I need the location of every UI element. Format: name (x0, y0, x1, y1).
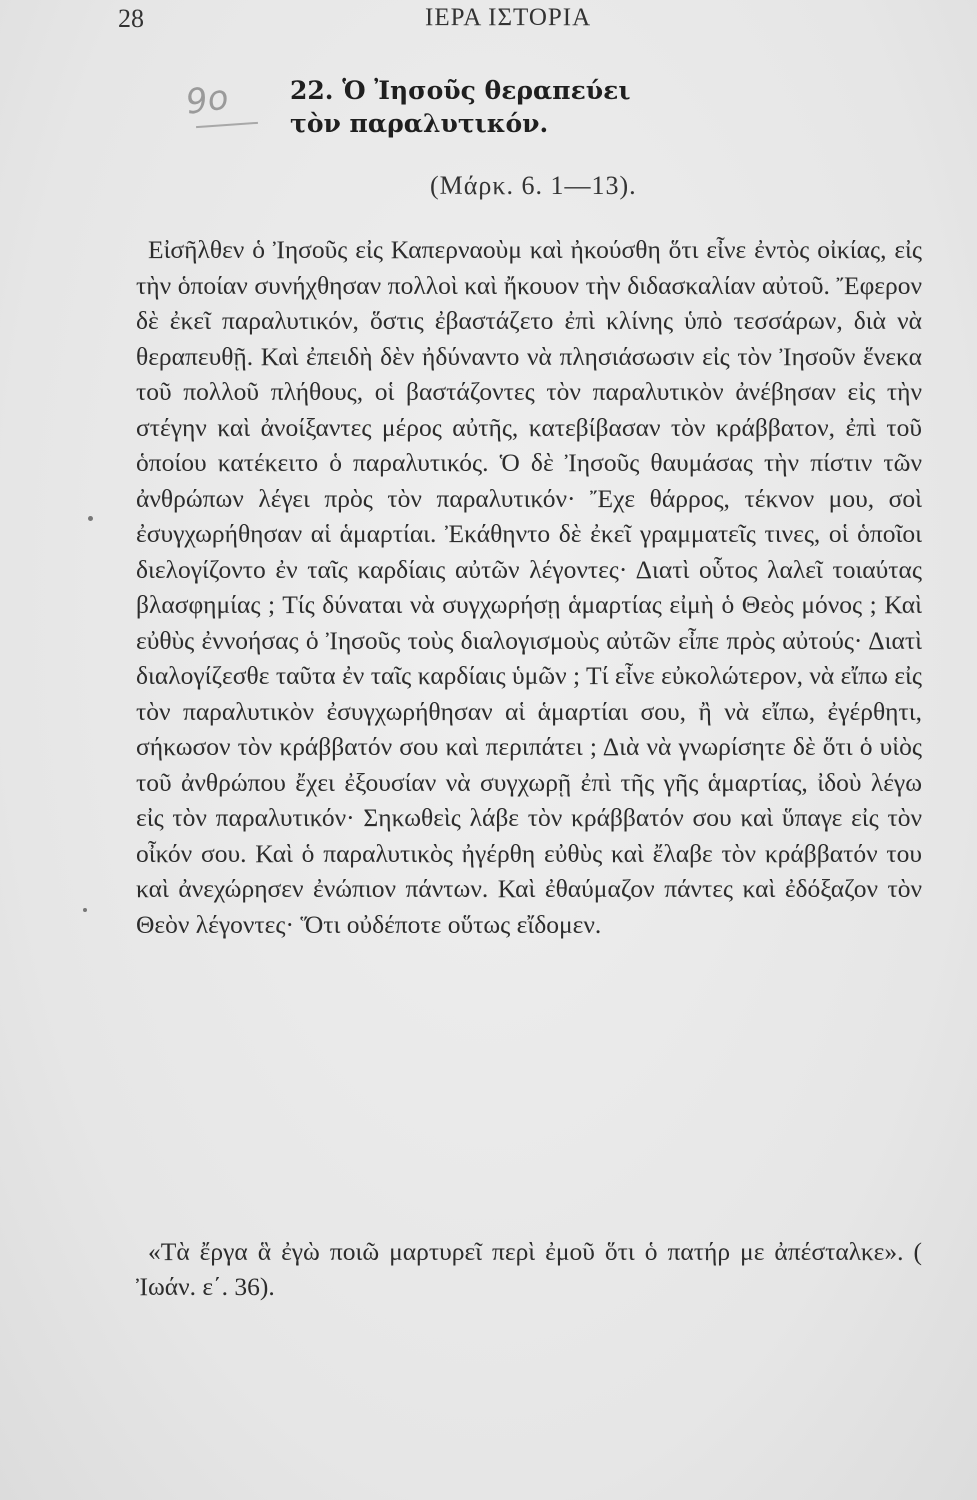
chapter-title-line-1: 22. Ὁ Ἰησοῦς θεραπεύει (290, 76, 631, 105)
closing-quote: «Τὰ ἔργα ἃ ἐγὼ ποιῶ μαρτυρεῖ περὶ ἐμοῦ ὅτι ὁ πατήρ με ἀπέσταλκε». ( Ἰωάν. ε΄. 36). (136, 1237, 922, 1301)
handwritten-underline (196, 122, 258, 128)
body-paragraph: Εἰσῆλθεν ὁ Ἰησοῦς εἰς Καπερναοὺμ καὶ ἠκούσθη ὅτι εἶνε ἐντὸς οἰκίας, εἰς τὴν ὁποίαν συνήχθησαν πολλοὶ καὶ ἤκουον τὴν διδασκαλίαν αὐτοῦ. Ἔφερον δὲ ἐκεῖ παραλυτικόν, ὅστις ἐβαστάζετο ἐπὶ κλίνης ὑπὸ τεσσάρων, διὰ νὰ θεραπευθῇ. Καὶ ἐπειδὴ δὲν ἠδύναντο νὰ πλησιάσωσιν εἰς τὸν Ἰησοῦν ἕνεκα τοῦ πολλοῦ πλήθους, οἱ βαστάζοντες τὸν παραλυτικὸν ἀνέβησαν εἰς τὴν στέγην καὶ ἀνοίξαντες μέρος αὐτῆς, κατεβίβασαν τὸν κράββατον, ἐπὶ τοῦ ὁποίου κατέκειτο ὁ παραλυτικός. Ὁ δὲ Ἰησοῦς θαυμάσας τὴν πίστιν τῶν ἀνθρώπων λέγει πρὸς τὸν παραλυτικόν· Ἔχε θάρρος, τέκνον μου, σοὶ ἐσυγχωρήθησαν αἱ ἁμαρτίαι. Ἐκάθηντο δὲ ἐκεῖ γραμματεῖς τινες, οἱ ὁποῖοι διελογίζοντο ἐν ταῖς καρδίαις αὐτῶν λέγοντες· Διατὶ οὗτος λαλεῖ τοιαύτας βλασφημίας ; Τίς δύναται νὰ συγχωρήσῃ ἁμαρτίας εἰμὴ ὁ Θεὸς μόνος ; Καὶ εὐθὺς ἐννοήσας ὁ Ἰησοῦς τοὺς διαλογισμοὺς αὐτῶν εἶπε πρὸς αὐτούς· Διατὶ διαλογίζεσθε ταῦτα ἐν ταῖς καρδίαις ὑμῶν ; Τί εἶνε εὐκολώτερον, νὰ εἴπω εἰς τὸν παραλυτικὸν ἐσυγχωρήθησαν αἱ ἁμαρτίαι σου, ἢ νὰ εἴπω, ἐγέρθητι, σήκωσον τὸν κράββατόν σου καὶ περιπάτει ; Διὰ νὰ γνωρίσητε δὲ ὅτι ὁ υἱὸς τοῦ ἀνθρώπου ἔχει ἐξουσίαν νὰ συγχωρῇ ἐπὶ τῆς γῆς ἁμαρτίας, ἰδοὺ λέγω εἰς τὸν παραλυτικόν· Σηκωθεὶς λάβε τὸν κράββατόν σου καὶ ὕπαγε εἰς τὸν οἶκόν σου. Καὶ ὁ παραλυτικὸς ἠγέρθη εὐθὺς καὶ ἔλαβε τὸν κράββατόν του καὶ ἀνεχώρησεν ἐνώπιον πάντων. Καὶ ἐθαύμαζον πάντες καὶ ἐδόξαζον τὸν Θεὸν λέγοντες· Ὅτι οὐδέποτε οὕτως εἴδομεν. (136, 235, 922, 939)
print-speck (83, 908, 87, 912)
print-speck (88, 516, 93, 521)
chapter-title (290, 74, 810, 140)
running-head (0, 4, 977, 44)
handwritten-margin-note: 9ο (183, 77, 232, 123)
running-title: ΙΕΡΑ ΙΣΤΟΡΙΑ (425, 4, 592, 31)
chapter-title-line-2: τὸν παραλυτικόν. (290, 109, 549, 138)
page-number: 28 (118, 4, 144, 33)
scripture-reference: (Μάρκ. 6. 1—13). (430, 171, 637, 200)
